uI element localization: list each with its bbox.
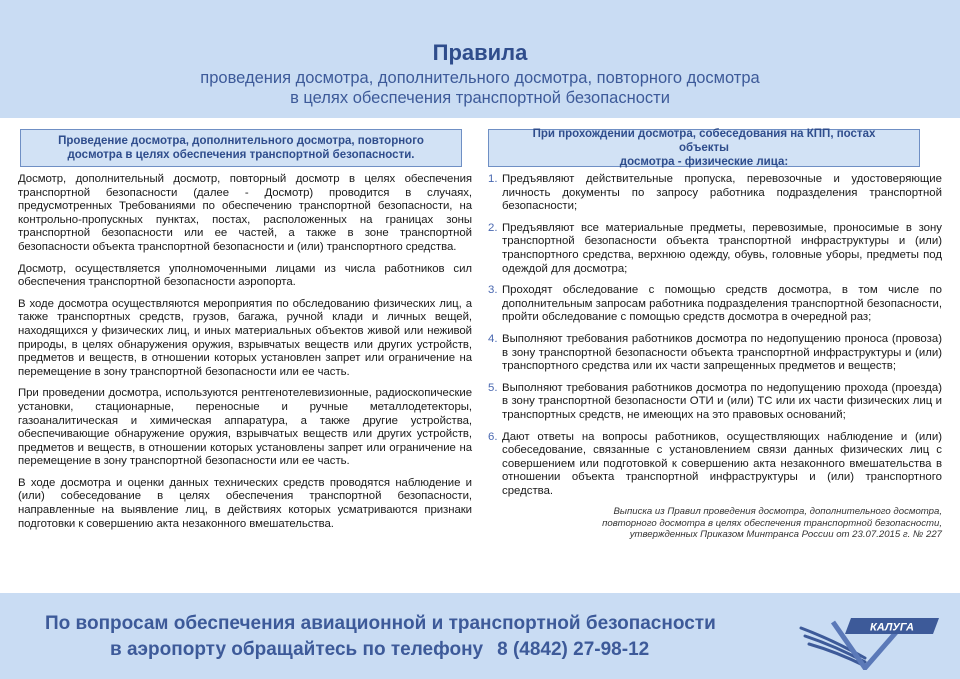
paragraph: Досмотр, осуществляется уполномоченными лицами из числа работников сил обеспечения транспортной безопасности аэропорта. bbox=[18, 262, 472, 289]
airport-logo bbox=[793, 610, 943, 670]
subtitle-line-2: в целях обеспечения транспортной безопасности bbox=[290, 89, 670, 107]
subtitle-line-1: проведения досмотра, дополнительного досмотра, повторного досмотра bbox=[200, 69, 760, 87]
item-text: Проходят обследование с помощью средств досмотра, в том числе по дополнительным запросам работника подразделения транспортной безопасности, пройти обследование с помощью средств досмотра в очередной раз; bbox=[502, 284, 942, 324]
left-section-heading bbox=[20, 129, 462, 167]
item-number: 4. bbox=[488, 332, 498, 345]
left-heading-line-2: досмотра в целях обеспечения транспортной безопасности. bbox=[67, 149, 415, 161]
item-text: Выполняют требования работников досмотра по недопущению проноса (провоза) в зону транспортной безопасности объекта транспортной инфраструктуры и (или) транспортного средства или их части запрещенных предметов и веществ; bbox=[502, 332, 942, 373]
right-heading-line-1: При прохождении досмотра, собеседования на КПП, постах объекты bbox=[532, 128, 876, 154]
page-subtitle bbox=[0, 68, 960, 108]
item-number: 6. bbox=[488, 430, 498, 443]
left-heading-line-1: Проведение досмотра, дополнительного досмотра, повторного bbox=[58, 135, 424, 147]
list-item bbox=[488, 284, 942, 325]
paragraph: В ходе досмотра и оценки данных технических средств проводятся наблюдение и (или) собеседование в целях обеспечения транспортной безопасности, направленные на выявление лиц, в действиях которых усматриваются признаки подготовки к совершению акта незаконного вмешательства. bbox=[18, 476, 472, 530]
source-line-3: утвержденных Приказом Минтранса России от 23.07.2015 г. № 227 bbox=[629, 529, 942, 541]
header-band bbox=[0, 0, 960, 118]
item-text: Дают ответы на вопросы работников, осуществляющих наблюдение и (или) собеседование, связанные с установлением связи данных физических лиц с совершением или подготовкой к совершению акта незаконного вмешательства в отношении объекта транспортной инфраструктуры и (или) транспортного средства. bbox=[502, 430, 942, 497]
paragraph: Досмотр, дополнительный досмотр, повторный досмотр в целях обеспечения транспортной безопасности (далее - Досмотр) проводится в случаях, предусмотренных Требованиями по обеспечению транспортной безопасности, на контрольно-пропускных пунктах, постах, расположенных на границах зоны транспортной безопасности или ее частей, а также в зоне транспортной безопасности объекта транспортной безопасности и (или) транспортного средства. bbox=[18, 173, 472, 253]
contact-text: в аэропорту обращайтесь по телефону bbox=[110, 639, 484, 660]
right-section-heading bbox=[488, 129, 920, 167]
list-item bbox=[488, 382, 942, 423]
list-item bbox=[488, 333, 942, 374]
list-item bbox=[488, 431, 942, 499]
paragraph: В ходе досмотра осуществляются мероприятия по обследованию физических лиц, а также транспортных средств, грузов, багажа, ручной клади и личных вещей, находящихся у физических лиц, и иных материальных объектов живой или неживой природы, в целях обнаружения оружия, взрывчатых веществ или других устройств, предметов и веществ, в отношении которых установлен запрет или ограничение на перемещение в зону транспортной безопасности или ее часть. bbox=[18, 297, 472, 378]
right-heading-line-2: досмотра - физические лица: bbox=[619, 156, 789, 168]
left-paragraphs bbox=[18, 173, 472, 531]
logo-text: КАЛУГА bbox=[870, 621, 914, 634]
list-item bbox=[488, 222, 942, 276]
item-number: 3. bbox=[488, 284, 498, 297]
rules-list bbox=[488, 173, 942, 498]
page-title: Правила bbox=[432, 40, 528, 65]
contact-line-2 bbox=[110, 639, 649, 661]
item-number: 5. bbox=[488, 381, 498, 394]
paragraph: При проведении досмотра, используются рентгенотелевизионные, радиоскопические установки, стационарные, переносные и ручные металлодетекторы, газоаналитическая и химическая аппаратура, а также другие устройства, обеспечивающие обнаружение оружия, взрывчатых веществ или других устройств, предметов и веществ, в отношении которых установлены запрет или ограничение на перемещение в зону транспортной безопасности или ее часть. bbox=[18, 387, 472, 468]
phone-number: 8 (4842) 27-98-12 bbox=[497, 639, 650, 660]
item-text: Предъявляют действительные пропуска, перевозочные и удостоверяющие личность документы по запросу работника подразделения транспортной безопасности; bbox=[502, 173, 942, 213]
source-citation bbox=[488, 506, 942, 541]
left-column bbox=[18, 129, 472, 539]
item-text: Предъявляют все материальные предметы, перевозимые, проносимые в зону транспортной безопасности объекта транспортной инфраструктуры и (или) транспортного средства, верхнюю одежду, обувь, головные уборы, предметы под одеждой для досмотра; bbox=[502, 221, 942, 275]
list-item bbox=[488, 173, 942, 214]
item-text: Выполняют требования работников досмотра по недопущению прохода (проезда) в зону транспортной безопасности ОТИ и (или) ТС или их части физических лиц и транспортных средств, не имеющих на это правовых оснований; bbox=[502, 381, 942, 421]
contact-line-1: По вопросам обеспечения авиационной и транспортной безопасности bbox=[45, 613, 716, 634]
item-number: 2. bbox=[488, 221, 498, 234]
right-column bbox=[488, 129, 942, 541]
item-number: 1. bbox=[488, 173, 498, 185]
source-line-1: Выписка из Правил проведения досмотра, дополнительного досмотра, bbox=[613, 506, 942, 518]
source-line-2: повторного досмотра в целях обеспечения транспортной безопасности, bbox=[602, 517, 942, 529]
